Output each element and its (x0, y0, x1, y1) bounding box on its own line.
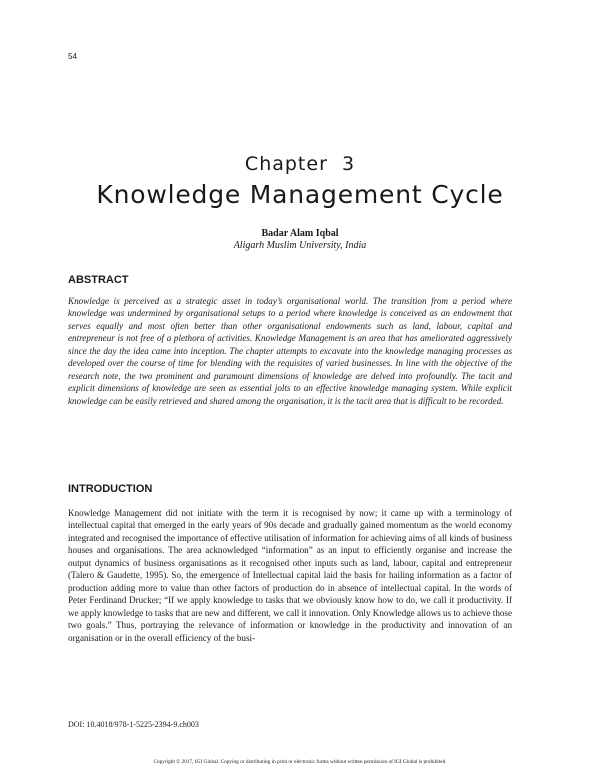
chapter-title: Knowledge Management Cycle (96, 180, 504, 209)
abstract-text: Knowledge is perceived as a strategic asset in today’s organisational world. The transition from a period where knowledge was undermined by organisational setups to a period where knowledge is conceived as an endowment that serves equally and most often better than other organisational endowments such as land, labour, capital and entrepreneur is not free of a plethora of activities. Knowledge Management is an area that has ameliorated aggressively since the day the idea came into inception. The chapter attempts to excavate into the knowledge managing processes as developed over the course of time for blending with the requisites of varied businesses. In line with the objective of the research note, the two prominent and paramount dimensions of knowledge are delved into profoundly. The tacit and explicit dimensions of knowledge are seen as essential jolts to an effective knowledge managing system. While explicit knowledge can be easily retrieved and shared among the organisation, it is the tacit area that is difficult to be recorded. (68, 296, 512, 406)
page-number: 54 (68, 52, 77, 61)
doi: DOI: 10.4018/978-1-5225-2394-9.ch003 (68, 720, 199, 729)
introduction-text: Knowledge Management did not initiate with the term it is recognised by now; it came up with a terminology of intellectual capital that emerged in the early years of 90s decade and gradually gained momentum as the world economy integrated and recognised the importance of effective utilisation of information for achieving aims of all kinds of business houses and organisations. The area acknowledged “information” as an input to efficiently organise and increase the output dynamics of business organisations as it recognised other inputs such as land, labour, capital and entrepreneur (Talero & Gaudette, 1995). So, the emergence of Intellectual capital laid the basis for hailing information as a factor of production adding more to value than other factors of production do in absence of intellectual capital. In the words of Peter Ferdinand Drucker; “If we apply knowledge to tasks that we obviously know how to do, we call it productivity. If we apply knowledge to tasks that are new and different, we call it innovation. Only Knowledge allows us to achieve those two goals.” Thus, portraying the relevance of information or knowledge in the productivity and innovation of an organisation or in the overall efficiency of the busi- (68, 508, 512, 643)
chapter-label: Chapter 3 (244, 153, 356, 175)
abstract-heading: ABSTRACT (68, 274, 129, 286)
introduction-heading: INTRODUCTION (68, 483, 153, 495)
copyright-notice: Copyright © 2017, IGI Global. Copying or distributing in print or electronic forms without written permission of IGI Global is prohibited. (153, 759, 447, 765)
author-affiliation: Aligarh Muslim University, India (233, 240, 367, 251)
author-name: Badar Alam Iqbal (261, 228, 339, 239)
